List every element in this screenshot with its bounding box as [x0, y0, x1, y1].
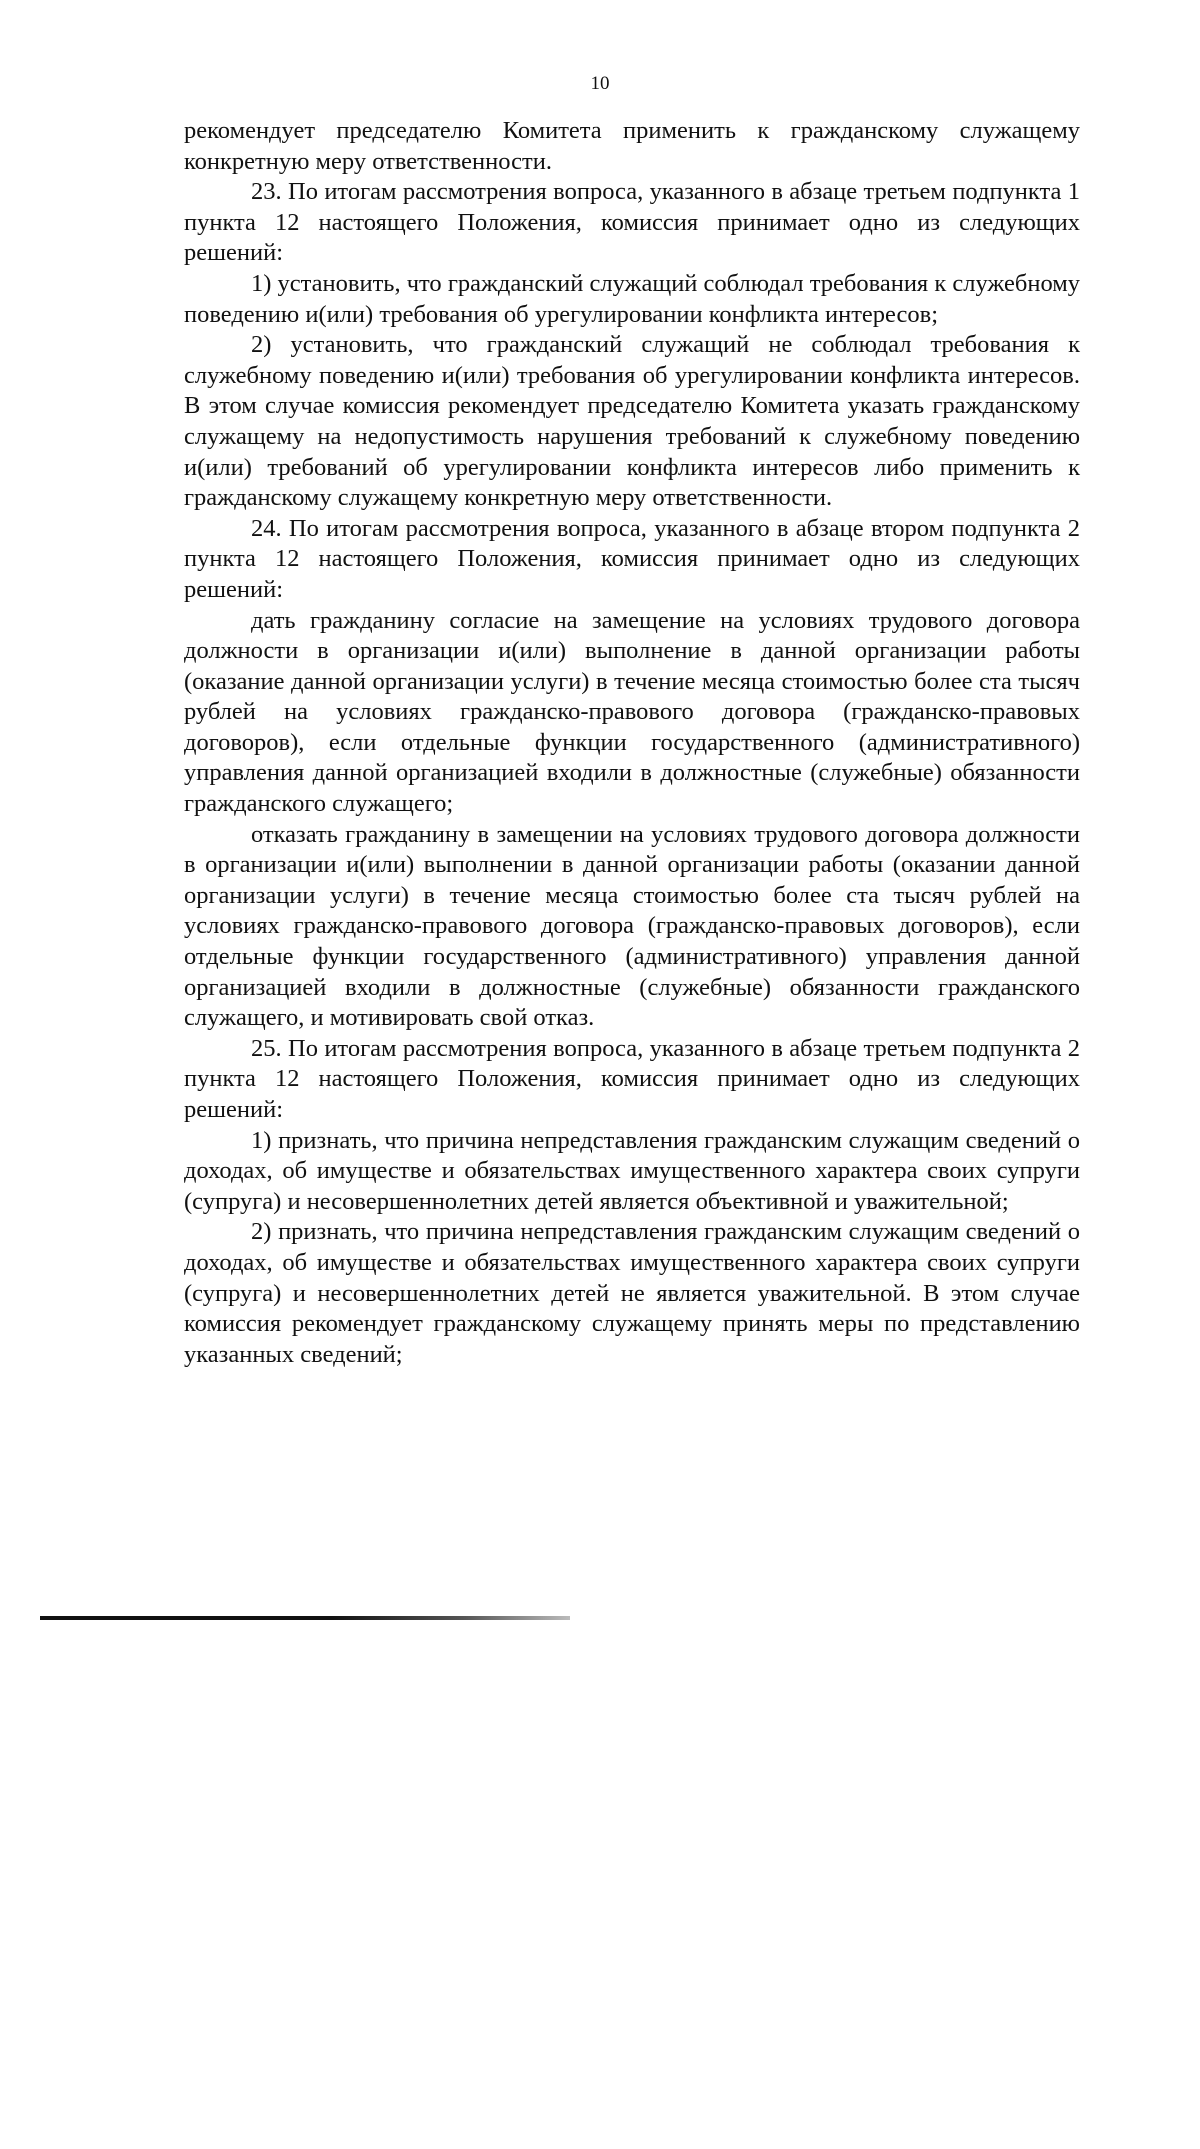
paragraph-item-24: 24. По итогам рассмотрения вопроса, указанного в абзаце втором подпункта 2 пункта 12 настоящего Положения, комиссия принимает одно из следующих решений: — [184, 514, 1080, 603]
paragraph-item-24-refusal: отказать гражданину в замещении на условиях трудового договора должности в организации и(или) выполнении в данной организации работы (оказании данной организации услуги) в течение месяца стоимостью более ста тысяч рублей на условиях гражданско-правового договора (гражданско-правовых договоров), если отдельные функции государственного (административного) управления данной организацией входили в должностные (служебные) обязанности гражданского служащего, и мотивировать свой отказ. — [184, 820, 1080, 1032]
page-number: 10 — [590, 73, 610, 94]
paragraph-item-23-2: 2) установить, что гражданский служащий не соблюдал требования к служебному поведению и(или) требования об урегулировании конфликта интересов. В этом случае комиссия рекомендует председателю Комитета указать гражданскому служащему на недопустимость нарушения требований к служебному поведению и(или) требований об урегулировании конфликта интересов либо применить к гражданскому служащему конкретную меру ответственности. — [184, 331, 1080, 512]
document-body — [184, 116, 1080, 1370]
footnote-divider — [40, 1616, 570, 1620]
paragraph-item-25-1: 1) признать, что причина непредставления гражданским служащим сведений о доходах, об имуществе и обязательствах имущественного характера своих супруги (супруга) и несовершеннолетних детей является объективной и уважительной; — [184, 1126, 1080, 1215]
paragraph-item-23: 23. По итогам рассмотрения вопроса, указанного в абзаце третьем подпункта 1 пункта 12 настоящего Положения, комиссия принимает одно из следующих решений: — [184, 178, 1080, 267]
paragraph-item-24-consent: дать гражданину согласие на замещение на условиях трудового договора должности в организации и(или) выполнение в данной организации работы (оказание данной организации услуги) в течение месяца стоимостью более ста тысяч рублей на условиях гражданско-правового договора (гражданско-правовых договоров), если отдельные функции государственного (административного) управления данной организацией входили в должностные (служебные) обязанности гражданского служащего; — [184, 606, 1080, 818]
paragraph-item-25-2: 2) признать, что причина непредставления гражданским служащим сведений о доходах, об имуществе и обязательствах имущественного характера своих супруги (супруга) и несовершеннолетних детей не является уважительной. В этом случае комиссия рекомендует гражданскому служащему принять меры по представлению указанных сведений; — [184, 1218, 1080, 1368]
paragraph-continuation: рекомендует председателю Комитета применить к гражданскому служащему конкретную меру ответственности. — [184, 117, 1080, 175]
paragraph-item-23-1: 1) установить, что гражданский служащий соблюдал требования к служебному поведению и(или) требования об урегулировании конфликта интересов; — [184, 269, 1080, 328]
paragraph-item-25: 25. По итогам рассмотрения вопроса, указанного в абзаце третьем подпункта 2 пункта 12 настоящего Положения, комиссия принимает одно из следующих решений: — [184, 1034, 1080, 1123]
